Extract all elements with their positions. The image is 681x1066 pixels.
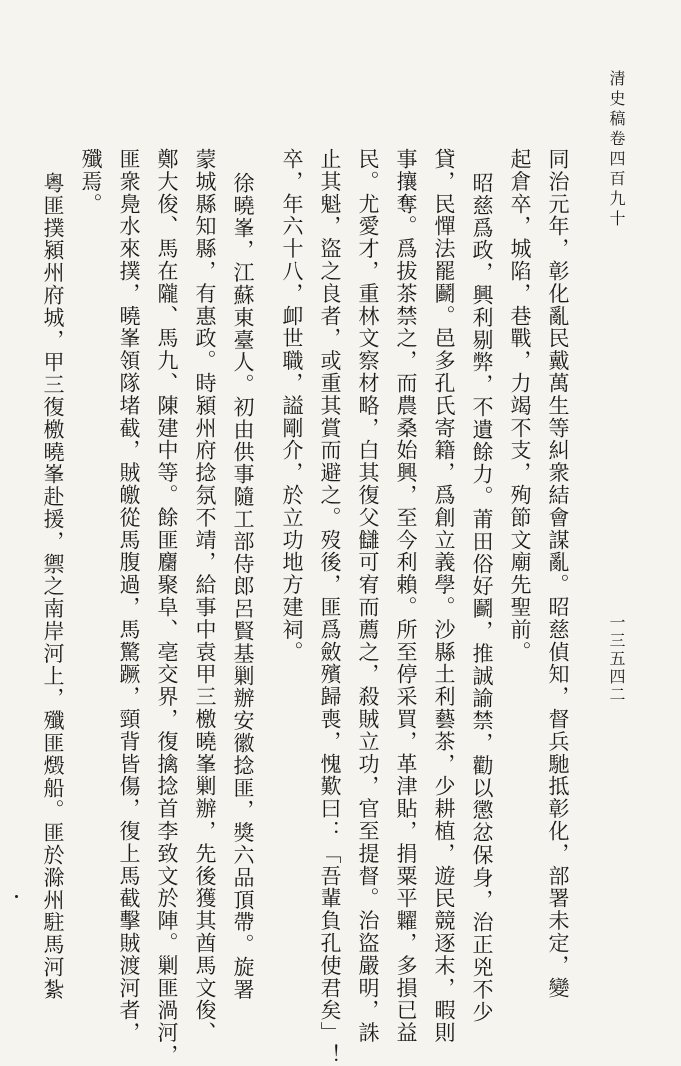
text-column: 粵匪撲潁州府城，甲三復檄曉峯赴援，禦之南岸河上，殲匪燬船。匪於滁州駐馬河紮 xyxy=(41,172,65,1001)
text-column: 徐曉峯，江蘇東臺人。初由供事隨工部侍郎呂賢基剿辦安徽捻匪，獎六品頂帶。旋署 xyxy=(231,172,255,1001)
text-column: 昭慈爲政，興利剔弊，不遺餘力。莆田俗好鬬，推誠諭禁，勸以懲忿保身，治正兇不少 xyxy=(470,172,494,1024)
text-column: 殲焉。 xyxy=(79,148,103,216)
text-column: 止其魁，盜之良者，或重其賞而避之。歿後，匪爲斂殯歸喪，愧歎曰：「吾輩負孔使君矣」！ xyxy=(318,148,342,1066)
text-column: 同治元年，彰化亂民戴萬生等糾衆結會謀亂。昭慈偵知，督兵馳抵彰化，部署未定，變 xyxy=(546,148,570,1000)
text-column: 卒，年六十八，卹世職，謚剛介，於立功地方建祠。 xyxy=(280,148,304,664)
text-column: 民。尤愛才，重林文察材略，白其復父讎可宥而薦之，殺賊立功，官至提督。治盜嚴明，誅 xyxy=(356,148,380,1044)
text-column: 貸，民憚法罷鬬。邑多孔氏寄籍，爲創立義學。沙縣土利藝茶，少耕植，遊民競逐末，暇則 xyxy=(432,148,456,1044)
page-number: 一三五四二 xyxy=(607,614,626,704)
text-column: 匪衆鳧水來撲，曉峯領隊堵截，賊皦從馬腹過，馬驚蹶，頸背皆傷，復上馬截擊賊渡河者， xyxy=(117,148,141,1044)
text-column: 鄭大俊、馬在隴、馬九、陳建中等。餘匪麕聚阜、亳交界，復擒捻首李致文於陣。剿匪渦河， xyxy=(155,148,179,1066)
text-column: 起倉卒，城陷，巷戰，力竭不支，殉節文廟先聖前。 xyxy=(508,148,532,664)
running-title: 清史稿卷四百九十 xyxy=(607,70,626,230)
text-column: 事攘奪。爲拔茶禁之，而農桑始興，至今利賴。所至停采買，革津貼，捐粟平糶，多損已益 xyxy=(394,148,418,1044)
text-column: 蒙城縣知縣，有惠政。時潁州府捻氛不靖，給事中袁甲三檄曉峯剿辦，先後獲其酋馬文俊、 xyxy=(193,148,217,1044)
scan-speck xyxy=(15,895,18,898)
